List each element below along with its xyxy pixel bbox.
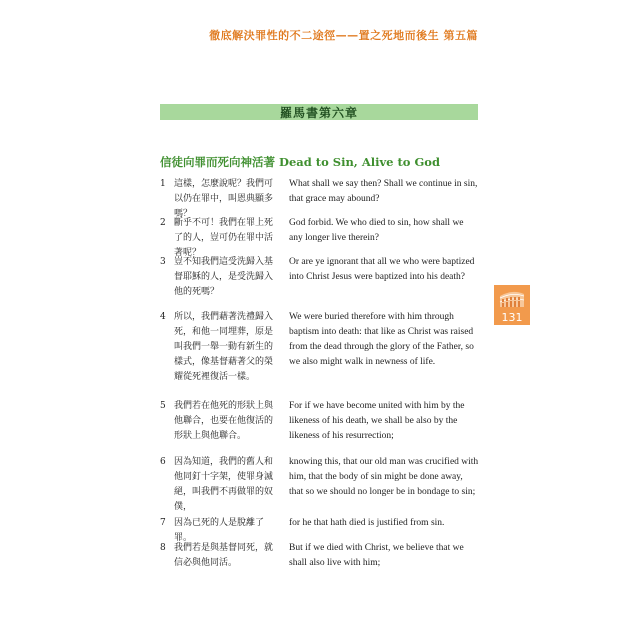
- verse-number: 8: [160, 543, 166, 553]
- verse-text-chinese: 斷乎不可！我們在罪上死了的人，豈可仍在罪中活著呢？: [174, 218, 274, 258]
- page-number-tab: [494, 285, 530, 325]
- verse-number: 1: [160, 179, 166, 189]
- verse-text-english: We were buried therefore with him through baptism into death: that like as Christ was raised from the dead through the glory of the Father, so we also might walk in newness of life.: [289, 312, 474, 367]
- verse-text-chinese: 因為已死的人是脫離了罪。: [174, 518, 265, 543]
- verse-number: 4: [160, 312, 166, 322]
- verse-number: 7: [160, 518, 166, 528]
- section-title: 信徒向罪而死向神活著 Dead to Sin, Alive to God: [160, 155, 440, 169]
- verse-text-english: knowing this, that our old man was crucified with him, that the body of sin might be done away, that so we should no longer be in bondage to sin;: [289, 457, 479, 497]
- verse-number: 3: [160, 257, 166, 267]
- page-number: 131: [501, 311, 523, 324]
- verse-text-chinese: 這樣，怎麼說呢？我們可以仍在罪中，叫恩典顯多嗎？: [174, 179, 274, 219]
- colosseum-icon: [498, 288, 526, 308]
- verse-text-english: God forbid. We who died to sin, how shall we any longer live therein?: [289, 218, 464, 243]
- verse-text-english: Or are ye ignorant that all we who were baptized into Christ Jesus were baptized into his death?: [289, 257, 475, 282]
- running-header: 徹底解決罪性的不二途徑——置之死地而後生 第五篇: [209, 29, 478, 42]
- chapter-title-banner: 羅馬書第六章: [160, 104, 478, 120]
- verse-number: 2: [160, 218, 166, 228]
- verse-text-chinese: 因為知道，我們的舊人和他同釘十字架，使罪身滅絕，叫我們不再做罪的奴僕，: [174, 457, 274, 512]
- verse-number: 5: [160, 401, 166, 411]
- verse-number: 6: [160, 457, 166, 467]
- verse-text-chinese: 所以，我們藉著洗禮歸入死，和他一同埋葬，原是叫我們一舉一動有新生的樣式，像基督藉著父的榮耀從死裡復活一樣。: [174, 312, 274, 382]
- verse-text-chinese: 我們若是與基督同死，就信必與他同活。: [174, 543, 274, 568]
- verse-text-chinese: 豈不知我們這受洗歸入基督耶穌的人，是受洗歸入他的死嗎？: [174, 257, 274, 297]
- verse-text-chinese: 我們若在他死的形狀上與他聯合，也要在他復活的形狀上與他聯合。: [174, 401, 274, 441]
- verse-text-english: What shall we say then? Shall we continue in sin, that grace may abound?: [289, 179, 478, 204]
- verse-text-english: But if we died with Christ, we believe that we shall also live with him;: [289, 543, 464, 568]
- verse-text-english: for he that hath died is justified from sin.: [289, 518, 445, 528]
- verse-text-english: For if we have become united with him by the likeness of his death, we shall be also by the likeness of his resurrection;: [289, 401, 465, 441]
